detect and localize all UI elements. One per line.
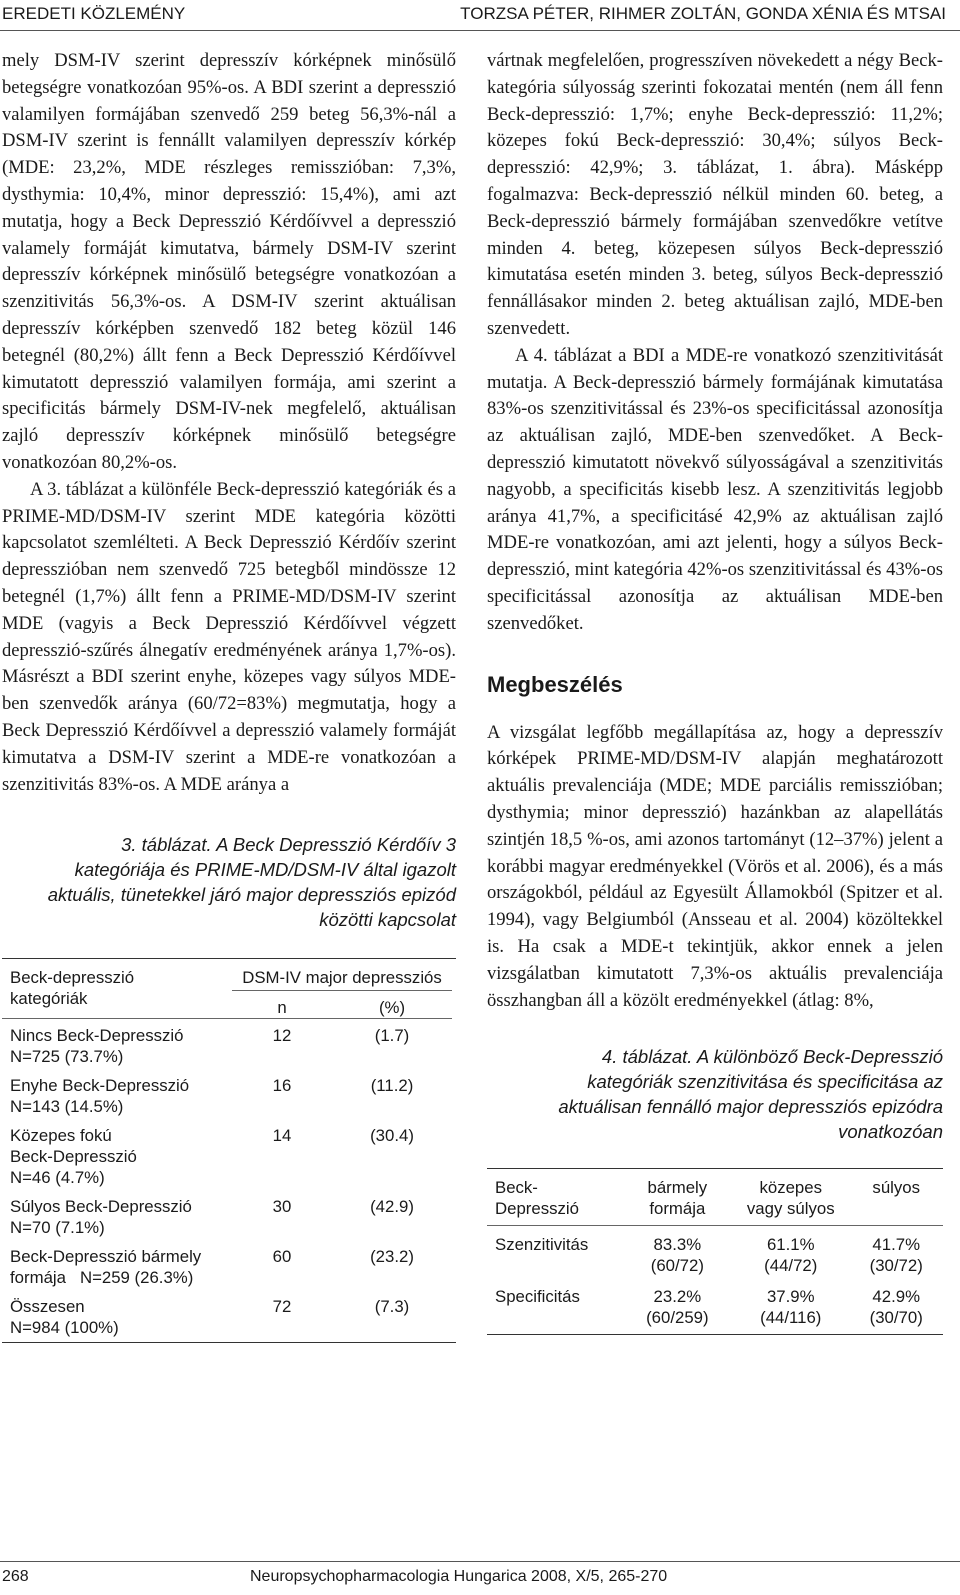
table4-header-moderate: közepes vagy súlyos <box>746 1178 835 1219</box>
table-row: Összesen N=984 (100%) 72 (7.3) <box>10 1297 410 1338</box>
table4-header-any: bármely formája <box>647 1178 708 1219</box>
table3-caption-label: 3. táblázat. <box>121 834 212 856</box>
journal-citation: Neuropsychopharmacologia Hungarica 2008, X/5, 265-270 <box>250 1568 668 1585</box>
table-row: Nincs Beck-Depresszió N=725 (73.7%) 12 (1.7) <box>2 1019 452 1068</box>
running-header <box>0 4 960 28</box>
right-paragraph-3: A vizsgálat legfőbb megállapítása az, hogy a depresszív kórképek PRIME-MD/DSM-IV alapján meghatározott aktuális prevalenciája (MDE; MDE parciális remisszióban; dysthymia; minor depresszió) hazánkban az alapellátás szintjén 18,5 %-os, ami azonos tartományt (12–37%) jelent a korábbi magyar eredményekkel (Vörös et al. 2006), és a más országokból, például az Egyesült Államokból (Spitzer et al. 1994), vagy Belgiumból (Ansseau et al. 2004) közöltekkel is. Ha csak a MDE-t tekintjük, akkor ennek a jelen vizsgálatban kimutatott 7,3%-os aktuális prevalenciája összhangban áll a közölt eredményekkel (átlag: 8%, <box>487 721 943 1011</box>
table3-header-category: Beck-depresszió kategóriák <box>10 968 135 1009</box>
table-row: Enyhe Beck-Depresszió N=143 (14.5%) 16 (11.2) <box>10 1076 414 1117</box>
table4-header-severe: súlyos <box>872 1178 920 1198</box>
table-row: Beck-Depresszió bármely formája N=259 (26.3%) 60 (23.2) <box>10 1247 414 1288</box>
section-heading: Megbeszélés <box>487 671 623 697</box>
table3-caption <box>42 832 456 932</box>
left-paragraph-1: mely DSM-IV szerint depresszív kórképnek minősülő betegségre vonatkozóan 95%-os. A BDI szerint a depresszió valamilyen formájában szenvedő 259 beteg 56,3%-nál a DSM-IV szerint is fennállt valamilyen depresszív kórkép (MDE: 23,2%, MDE részleges remisszióban: 7,3%, dysthymia: 10,4%, minor depresszió: 15,4%), ami azt mutatja, hogy a Beck Depresszió Kérdőívvel a depresszió valamely formáját kimutatva, bármely DSM-IV szerint depresszív kórképnek minősülő betegségre vonatkozóan a szenzitivitás 56,3%-os. A DSM-IV szerint aktuálisan depresszív kórképben szenvedő 182 beteg közül 146 betegnél (80,2%) állt fenn a Beck Depresszió Kérdőívvel kimutatott depresszió valamilyen formája, ami szerint a specificitás bármely DSM-IV-nek megfelelő, aktuálisan zajló depresszív kórképnek minősülő betegségre vonatkozóan 80,2%-os. <box>2 50 456 473</box>
table3-header-group: DSM-IV major depressziós n (%) <box>232 959 452 1019</box>
table-row: Súlyos Beck-Depresszió N=70 (7.1%) 30 (42.9) <box>10 1197 414 1238</box>
left-paragraph-2: A 3. táblázat a különféle Beck-depresszió kategóriák és a PRIME-MD/DSM-IV szerint MDE kategória közötti kapcsolatot szemlélteti. A Beck Depresszió Kérdőív szerint depresszióban nem szenvedő 725 betegből mindössze 12 betegnél (1,7%) állt fenn a PRIME-MD/DSM-IV szerint MDE (vagyis a Beck Depresszió Kérdőívvel végzett depresszió-szűrés álnegatív eredményének aránya 1,7%-os). Másrészt a BDI szerint enyhe, közepes vagy súlyos MDE-ben szenvedők aránya (60/72=83%) megmutatja, hogy a Beck Depresszió Kérdőívvel a depresszió valamely formáját kimutatva a DSM-IV szerint a MDE-re vonatkozóan a szenzitivitás 83%-os. A MDE aránya a <box>2 478 456 795</box>
table-row: Szenzitivitás 83.3% (60/72) 61.1% (44/72) 41.7% (30/72) <box>495 1235 923 1276</box>
header-rule <box>0 30 960 31</box>
table-row: Specificitás 23.2% (60/259) 37.9% (44/116) 42.9% (30/70) <box>495 1287 923 1328</box>
table3-header-pct: (%) <box>378 998 406 1018</box>
page-number: 268 <box>2 1568 29 1585</box>
table4-caption-text: A különböző Beck-Depresszió kategóriák szenzitivitása és specificitása az aktuálisan fennálló major depressziós epizódra vonatkozóan <box>558 1046 943 1143</box>
right-paragraph-1: vártnak megfelelően, progresszíven növekedett a négy Beck-kategória súlyosság szerinti fokozatai mentén (nem áll fenn Beck-depresszió: 1,7%; enyhe Beck-depresszió: 11,2%; közepes fokú Beck-depresszió: 30,4%; súlyos Beck-depresszió: 42,9%; 3. táblázat, 1. ábra). Másképp fogalmazva: Beck-depresszió nélkül minden 60. beteg, a Beck-depresszió bármely formájában szenvedőkre vetítve minden 4. beteg, közepesen súlyos Beck-depresszió kimutatása esetén minden 3. beteg, súlyos Beck-depresszió fennállásakor minden 2. beteg aktuálisan zajló, MDE-ben szenvedett. <box>487 50 943 339</box>
table4-caption <box>517 1044 943 1144</box>
table4-header-row <box>487 1169 943 1226</box>
table3-caption-text: A Beck Depresszió Kérdőív 3 kategóriája és PRIME-MD/DSM-IV által igazolt aktuális, tünetekkel járó major depressziós epizód közötti kapcsolat <box>47 834 456 931</box>
table3 <box>2 958 456 1343</box>
article-type: EREDETI KÖZLEMÉNY <box>2 4 186 23</box>
table4-caption-label: 4. táblázat. <box>601 1046 693 1068</box>
footer-rule <box>0 1561 960 1562</box>
right-column <box>487 48 943 1335</box>
right-paragraph-2: A 4. táblázat a BDI a MDE-re vonatkozó szenzitivitását mutatja. A Beck-depresszió bármely formájának kimutatása 83%-os szenzitivitással és 23%-os specificitással azonosítja az aktuálisan zajló, MDE-ben szenvedőket. A Beck-depresszió kimutatott növekvő súlyosságával a szenzitivitás nagyobb, a specificitás kisebb lesz. A szenzitivitás legjobb aránya 41,7%, a specificitásé 42,9% az aktuálisan zajló MDE-re vonatkozóan, ami azt jelenti, hogy a súlyos Beck-depresszió, mint kategória 42%-os szenzitivitással és 43%-os specificitással azonosítja az aktuálisan MDE-ben szenvedőket. <box>487 344 943 634</box>
table-row: Közepes fokú Beck-Depresszió N=46 (4.7%) 14 (30.4) <box>10 1126 414 1188</box>
table4 <box>487 1168 943 1335</box>
table3-header-n: n <box>277 998 287 1018</box>
authors: TORZSA PÉTER, RIHMER ZOLTÁN, GONDA XÉNIA ÉS MTSAI <box>460 4 946 23</box>
left-column <box>2 48 456 1343</box>
table4-header-category: Beck- Depresszió <box>495 1178 579 1219</box>
